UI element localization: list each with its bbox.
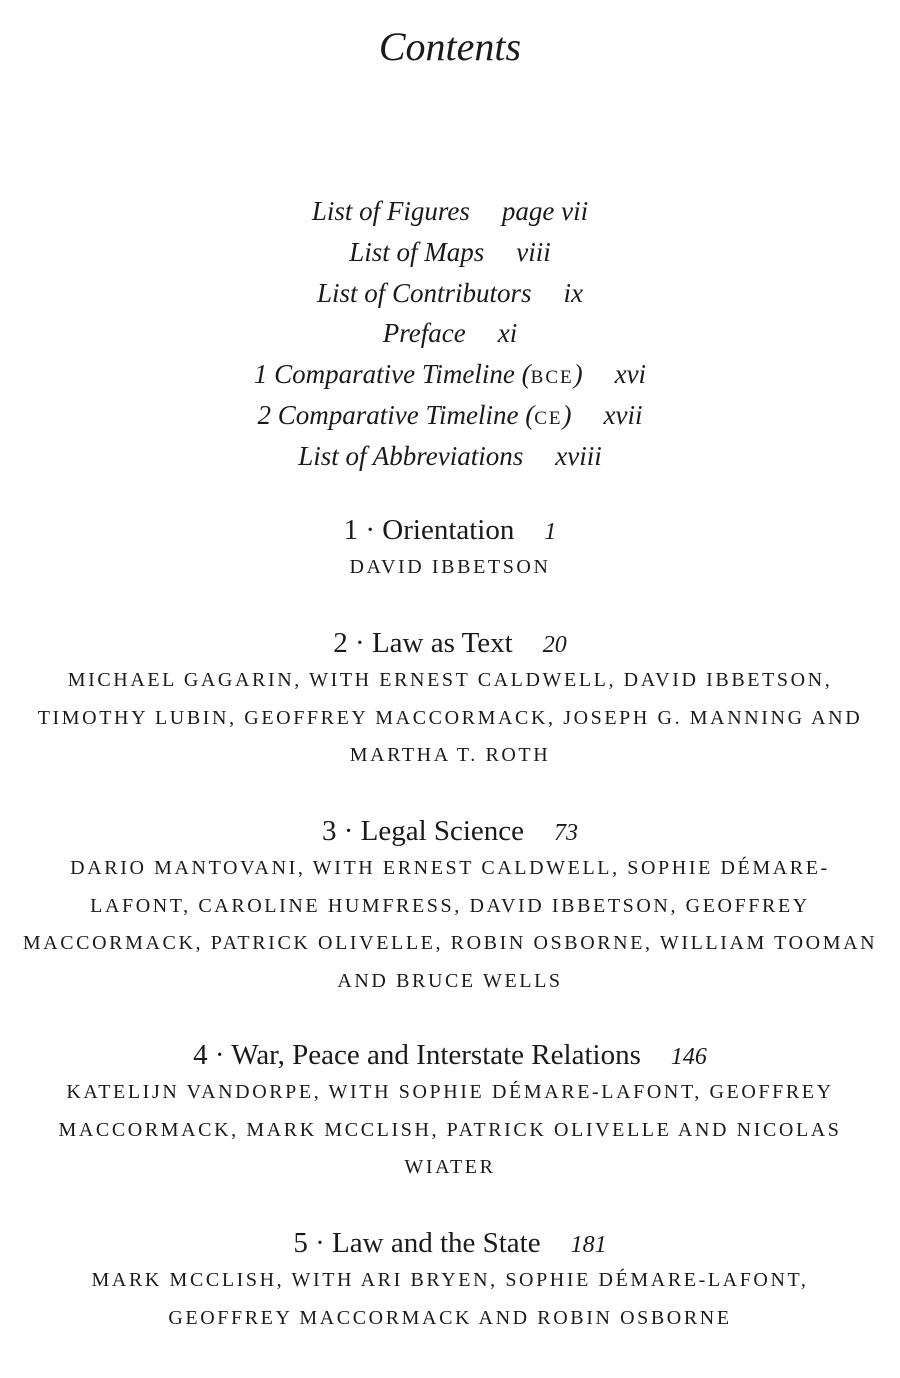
toc-entry-label: List of Abbreviations [298,440,524,471]
toc-entry-page: xviii [555,440,602,471]
front-matter-list [0,191,900,477]
chapter-page: 20 [542,632,567,658]
toc-entry-label: 1 Comparative Timeline ( [253,359,531,390]
chapter-title: Orientation [382,514,515,546]
toc-entry-timeline-bce[interactable] [0,354,900,395]
toc-entry-label-end: ) [573,359,583,390]
era-abbreviation: ce [534,399,563,430]
chapter-separator: · [336,815,361,847]
chapter-heading [0,1224,900,1262]
chapter-authors: KATELIJN VANDORPE, WITH SOPHIE DÉMARE-LAFONT, GEOFFREY MACCORMACK, MARK MCCLISH, PATRICK OLIVELLE AND NICOLAS WIATER [58,1081,842,1178]
chapter-authors: DARIO MANTOVANI, WITH ERNEST CALDWELL, SOPHIE DÉMARE-LAFONT, CAROLINE HUMFRESS, DAVID IBBETSON, GEOFFREY MACCORMACK, PATRICK OLIVELLE, ROBIN OSBORNE, WILLIAM TOOMAN AND BRUCE WELLS [22,857,878,992]
era-abbreviation: bce [530,359,574,390]
chapter-number: 1 [343,514,359,546]
chapter-separator: · [347,627,372,659]
chapter-heading [0,511,900,549]
toc-entry-list-of-maps[interactable] [0,232,900,273]
chapter-heading [0,624,900,662]
toc-entry-page: ix [563,277,584,308]
toc-entry-page: xvii [603,399,643,430]
chapter-page: 181 [570,1232,607,1258]
chapter-page: 146 [670,1044,707,1070]
chapter-page: 73 [554,820,579,846]
chapter-number: 3 [321,815,337,847]
chapter-separator: · [207,1039,232,1071]
toc-entry-label: Preface [382,318,466,349]
chapter-authors: MICHAEL GAGARIN, WITH ERNEST CALDWELL, DAVID IBBETSON, TIMOTHY LUBIN, GEOFFREY MACCORMACK, JOSEPH G. MANNING AND MARTHA T. ROTH [37,669,863,766]
chapter-number: 5 [293,1227,308,1259]
toc-entry-preface[interactable] [0,313,900,354]
chapter-title: War, Peace and Interstate Relations [231,1039,641,1071]
chapter-title: Legal Science [360,815,525,847]
chapter-heading [0,1036,900,1074]
chapter-entry-3[interactable] [0,812,900,1000]
chapter-separator: · [307,1227,333,1259]
toc-entry-list-of-abbreviations[interactable] [0,436,900,477]
chapter-number: 4 [193,1039,208,1071]
chapter-separator: · [358,514,383,546]
chapter-entry-4[interactable] [0,1036,900,1187]
chapter-entry-1[interactable] [0,511,900,587]
chapter-title: Law as Text [371,627,513,659]
page-title: Contents [378,24,522,69]
chapter-authors: MARK MCCLISH, WITH ARI BRYEN, SOPHIE DÉMARE-LAFONT, GEOFFREY MACCORMACK AND ROBIN OSBORNE [91,1269,809,1329]
toc-entry-label: List of Contributors [316,277,532,308]
chapter-authors: DAVID IBBETSON [349,556,551,578]
toc-entry-list-of-figures[interactable] [0,191,900,232]
chapter-title: Law and the State [332,1227,541,1259]
toc-entry-label: 2 Comparative Timeline ( [257,399,535,430]
chapter-heading [0,812,900,850]
toc-entry-list-of-contributors[interactable] [0,273,900,314]
chapter-page: 1 [544,519,557,545]
toc-entry-page: xvi [614,359,647,390]
chapter-entry-2[interactable] [0,624,900,775]
toc-entry-page: viii [516,236,551,267]
toc-entry-label: List of Figures [311,196,470,226]
toc-entry-page: xi [497,318,518,349]
chapter-number: 2 [333,627,348,659]
toc-entry-page: page vii [501,196,589,226]
toc-entry-label: List of Maps [349,236,485,267]
chapter-entry-5[interactable] [0,1224,900,1337]
toc-entry-label-end: ) [562,399,572,430]
toc-entry-timeline-ce[interactable] [0,395,900,436]
